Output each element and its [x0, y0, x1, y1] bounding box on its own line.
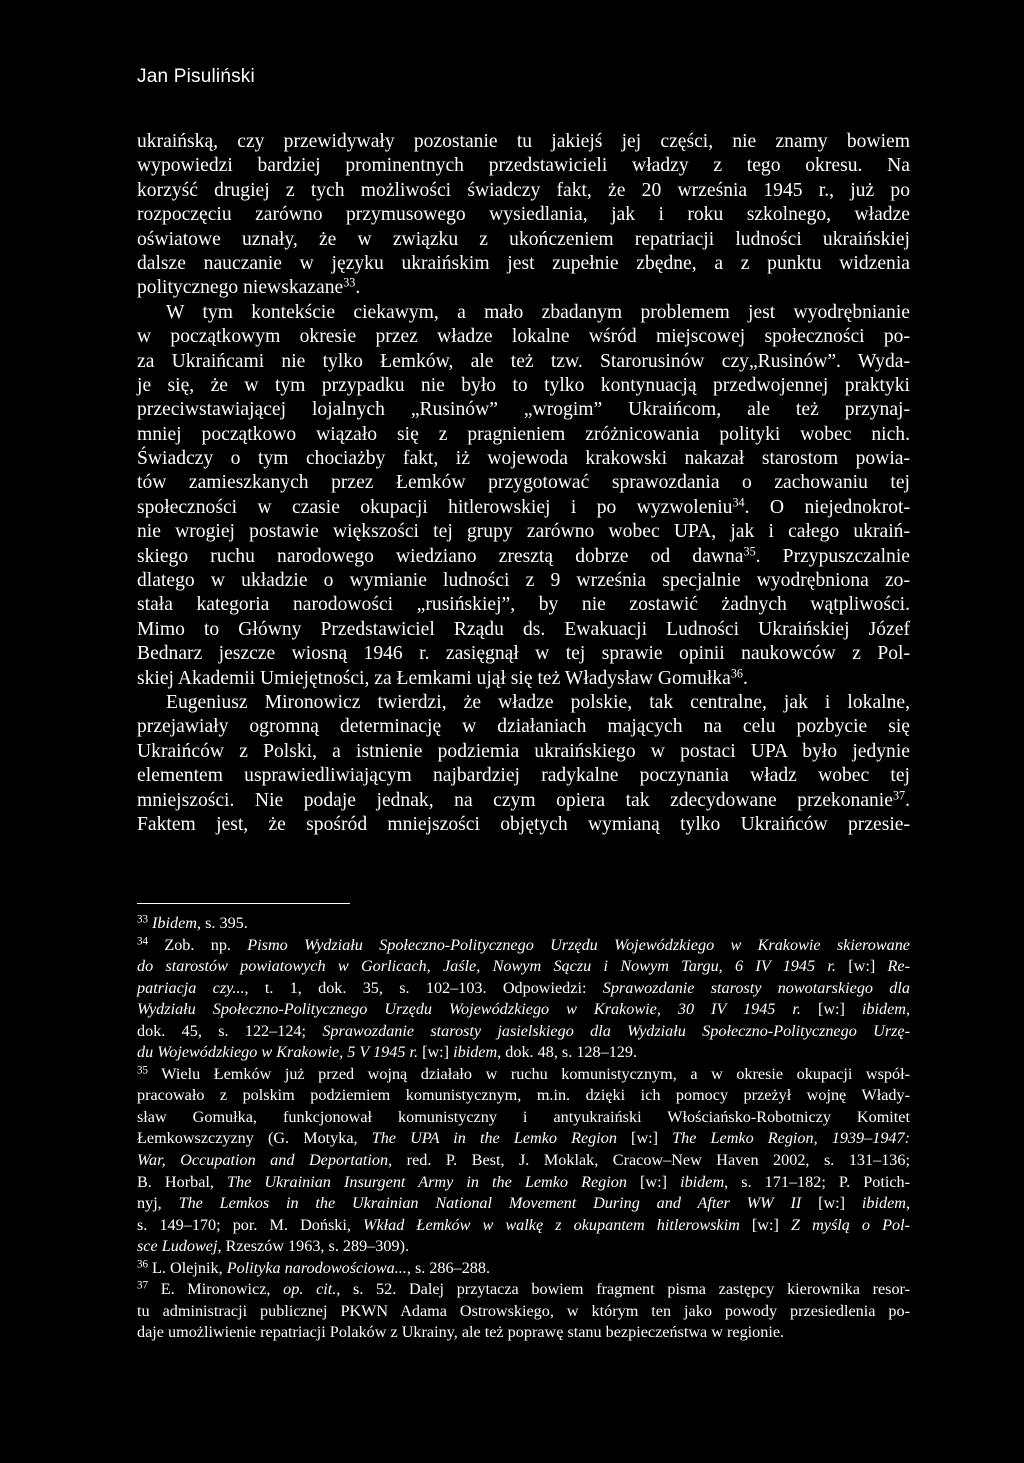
text-line: Faktem jest, że spośród mniejszości objętych wymianą tylko Ukraińców przesie-	[137, 813, 910, 835]
footnote-text: B. Horbal,	[137, 1172, 227, 1191]
footnote-ref-37[interactable]: 37	[892, 787, 906, 802]
footnote-number: 35	[137, 1064, 148, 1077]
footnote-text: nyj,	[137, 1194, 179, 1213]
footnote-text: ibidem	[861, 1194, 906, 1213]
footnote-line	[137, 956, 910, 978]
text-line	[137, 496, 910, 520]
footnote-text: , s. 52. Dalej przytacza bowiem fragment pisma zastępcy kierownika resor-	[336, 1280, 910, 1299]
footnote-text: s. 149–170; por. M. Doński,	[137, 1215, 363, 1234]
footnote-text: op. cit.	[283, 1280, 337, 1299]
text-line: stała kategoria narodowości „rusińskiej”, by nie zostawić żadnych wątpliwości.	[137, 594, 910, 616]
footnote-text: Ibidem	[152, 914, 197, 932]
text-fragment: politycznego niewskazane	[137, 277, 344, 299]
footnote-37	[137, 1279, 910, 1301]
text-line: w początkowym okresie przez władze lokalne wśród miejscowej społeczności po-	[137, 326, 910, 348]
text-line	[137, 545, 910, 569]
footnote-text: Sprawozdanie starosty jasielskiego dla Wydziału Społeczno-Politycznego Urzę-	[322, 1021, 910, 1040]
footnote-text: L. Olejnik,	[152, 1258, 227, 1277]
footnote-line: daje umożliwienie repatriacji Polaków z Ukrainy, ale też poprawę stanu bezpieczeństwa w regionie.	[137, 1323, 785, 1342]
footnote-36	[137, 1258, 910, 1280]
footnote-text: [w:]	[626, 1172, 681, 1191]
period: .	[355, 277, 361, 299]
period: .	[742, 667, 748, 689]
text-line: dlatego w układzie o wymianie ludności z 9 września specjalnie wyodrębniona zo-	[137, 570, 910, 592]
text-line: korzyść drugiej z tych możliwości świadczy fakt, że 20 września 1945 r., już po	[137, 179, 910, 201]
footnote-text: , t. 1, dok. 35, s. 102–103. Odpowiedzi:	[244, 978, 603, 997]
text-line: Bednarz jeszcze wiosną 1946 r. zasięgnął w tej sprawie opinii naukowców z Pol-	[137, 643, 910, 665]
footnote-text: [w:]	[616, 1129, 673, 1148]
text-line: przeciwstawiającej lojalnych „Rusinów” „wrogim” Ukraińcom, ale też przynaj-	[137, 399, 910, 421]
footnote-text: [w:]	[801, 1194, 862, 1213]
footnote-text: , dok. 48, s. 128–129.	[497, 1043, 638, 1062]
footnote-text: [w:]	[835, 957, 888, 976]
footnote-line	[137, 1021, 910, 1043]
text-line	[137, 667, 910, 691]
text-fragment: skiej Akademii Umiejętności, za Łemkami ujął się też Władysław Gomułka	[137, 667, 731, 689]
footnote-ref-33[interactable]: 33	[343, 275, 356, 290]
footnote-text: The Lemko Region, 1939–1947:	[672, 1129, 910, 1148]
footnote-line	[137, 1042, 910, 1064]
text-line: wypowiedzi bardziej prominentnych przedstawicieli władzy z tego okresu. Na	[137, 155, 910, 177]
footnote-number: 33	[137, 913, 148, 926]
footnote-text: patriacja czy...	[137, 978, 245, 997]
footnote-text: The UPA in the Lemko Region	[371, 1129, 617, 1148]
footnote-text: ibidem	[680, 1172, 725, 1191]
text-line: Świadczy o tym chociażby fakt, iż wojewoda krakowski nakazał starostom powia-	[137, 448, 910, 470]
footnote-text: ibidem	[453, 1043, 498, 1062]
text-line: nie wrogiej postawie większości tej grupy zarówno wobec UPA, jak i całego ukraiń-	[137, 521, 910, 543]
text-fragment: mniejszości. Nie podaje jednak, na czym opiera tak zdecydowane przekonanie	[137, 789, 893, 811]
footnote-33	[137, 913, 910, 935]
footnote-text: Sprawozdanie starosty nowotarskiego dla	[602, 978, 910, 997]
footnote-text: [w:]	[739, 1215, 791, 1234]
footnote-text: War, Occupation and Deportation	[137, 1151, 389, 1170]
footnote-text: Wydziału Społeczno-Politycznego Urzędu Wojewódzkiego w Krakowie, 30 IV 1945 r.	[137, 1000, 801, 1019]
footnote-text: [w:]	[418, 1043, 454, 1062]
footnote-text: Zob. np.	[164, 935, 248, 954]
period: .	[905, 789, 910, 811]
footnote-line: tu administracji publicznej PKWN Adama Ostrowskiego, w którym ten jako powody przesiedlenia po-	[137, 1301, 910, 1320]
footnote-text: ibidem	[861, 1000, 906, 1019]
footnote-text: do starostów powiatowych w Gorlicach, Jaśle, Nowym Sączu i Nowym Targu, 6 IV 1945 r.	[137, 957, 836, 976]
footnotes	[137, 913, 910, 1344]
footnote-ref-36[interactable]: 36	[730, 665, 743, 680]
footnote-text: [w:]	[800, 1000, 862, 1019]
text-line: tów zamieszkanych przez Łemków przygotować sprawozdania o zachowaniu tej	[137, 472, 910, 494]
footnote-text: Łemkowszczyzny (G. Motyka,	[137, 1129, 372, 1148]
running-head-author: Jan Pisuliński	[137, 66, 255, 87]
footnote-line	[137, 999, 910, 1021]
text-line: elementem usprawiedliwiającym najbardziej radykalne poczynania władz wobec tej	[137, 765, 910, 787]
footnote-35	[137, 1064, 910, 1086]
footnote-text: , s. 171–182; P. Potich-	[724, 1172, 911, 1191]
footnote-text: E. Mironowicz,	[160, 1280, 284, 1299]
footnote-text: The Lemkos in the Ukrainian National Movement During and After WW II	[178, 1194, 802, 1213]
footnote-text: , s. 286–288.	[406, 1258, 491, 1277]
footnote-ref-35[interactable]: 35	[743, 543, 756, 558]
text-line	[137, 276, 910, 300]
text-fragment: społeczności w czasie okupacji hitlerowskiej i po wyzwoleniu	[137, 496, 733, 518]
text-line: ukraińską, czy przewidywały pozostanie tu jakiejś jej części, nie znamy bowiem	[137, 131, 910, 152]
footnote-text: Wielu Łemków już przed wojną działało w ruchu komunistycznym, a w okresie okupacji współ-	[161, 1064, 910, 1083]
footnote-text: dok. 45, s. 122–124;	[137, 1021, 323, 1040]
text-fragment: . O niejednokrot-	[744, 496, 911, 518]
footnote-text: Wkład Łemków w walkę z okupantem hitlerowskim	[362, 1215, 740, 1234]
text-line: przejawiały ogromną determinację w działaniach mających na celu pozbycie się	[137, 716, 910, 738]
footnote-text: ,	[905, 1000, 911, 1019]
main-text	[137, 130, 910, 837]
text-line: dalsze nauczanie w języku ukraińskim jest zupełnie zbędne, a z punktu widzenia	[137, 252, 910, 274]
text-line	[137, 789, 910, 813]
footnote-text: , red. P. Best, J. Moklak, Cracow–New Haven 2002, s. 131–136;	[388, 1151, 910, 1170]
footnote-number: 36	[137, 1258, 148, 1271]
text-line: W tym kontekście ciekawym, a mało zbadanym problemem jest wyodrębnianie	[166, 301, 910, 323]
footnote-text: Pismo Wydziału Społeczno-Politycznego Urzędu Wojewódzkiego w Krakowie skierowane	[247, 935, 910, 954]
text-fragment: skiego ruchu narodowego wiedziano zresztą dobrze od dawna	[137, 545, 744, 567]
footnote-line	[137, 1150, 910, 1172]
footnote-text: du Wojewódzkiego w Krakowie, 5 V 1945 r.	[137, 1043, 419, 1062]
text-line: za Ukraińcami nie tylko Łemków, ale też tzw. Starorusinów czy„Rusinów”. Wyda-	[137, 350, 910, 372]
footnote-line	[137, 1172, 910, 1194]
footnote-text: The Ukrainian Insurgent Army in the Lemko Region	[227, 1172, 627, 1191]
text-line: Mimo to Główny Przedstawiciel Rządu ds. Ewakuacji Ludności Ukraińskiej Józef	[137, 618, 910, 640]
footnote-line: sław Gomułka, funkcjonował komunistyczny i antyukraiński Włościańsko-Robotniczy Komitet	[137, 1107, 910, 1126]
footnote-line	[137, 1215, 910, 1237]
footnote-line	[137, 1128, 910, 1150]
text-line: rozpoczęciu zarówno przymusowego wysiedlania, jak i roku szkolnego, władze	[137, 204, 910, 226]
text-line: mniej początkowo wiązało się z pragnieniem zróżnicowania polityki wobec nich.	[137, 423, 910, 445]
footnote-text: , Rzeszów 1963, s. 289–309).	[217, 1237, 410, 1256]
footnote-line	[137, 1193, 910, 1215]
footnote-line	[137, 978, 910, 1000]
footnote-number: 37	[137, 1279, 148, 1292]
footnote-text: Re-	[887, 957, 910, 976]
footnote-34	[137, 935, 910, 957]
footnote-text: Polityka narodowościowa...	[226, 1258, 407, 1277]
footnote-ref-34[interactable]: 34	[732, 495, 745, 510]
footnote-line	[137, 1236, 910, 1258]
text-line: Eugeniusz Mironowicz twierdzi, że władze polskie, tak centralne, jak i lokalne,	[166, 691, 910, 713]
footnote-text: sce Ludowej	[137, 1237, 218, 1256]
footnote-text: ,	[905, 1194, 910, 1213]
text-line: Ukraińców z Polski, a istnienie podziemia ukraińskiego w postaci UPA było jedynie	[137, 740, 910, 762]
footnote-text: , s. 395.	[197, 914, 248, 932]
footnote-number: 34	[137, 935, 148, 948]
text-line: je się, że w tym przypadku nie było to tylko kontynuacją przedwojennej praktyki	[137, 374, 910, 396]
footnote-separator	[137, 903, 350, 904]
text-line: oświatowe uznały, że w związku z ukończeniem repatriacji ludności ukraińskiej	[137, 228, 910, 250]
footnote-line: pracowało z polskim podziemiem komunistycznym, m.in. dzięki ich pomocy przeżył wojnę Włady-	[137, 1086, 910, 1105]
footnote-text: Z myślą o Pol-	[790, 1215, 910, 1234]
text-fragment: . Przypuszczalnie	[755, 545, 910, 567]
